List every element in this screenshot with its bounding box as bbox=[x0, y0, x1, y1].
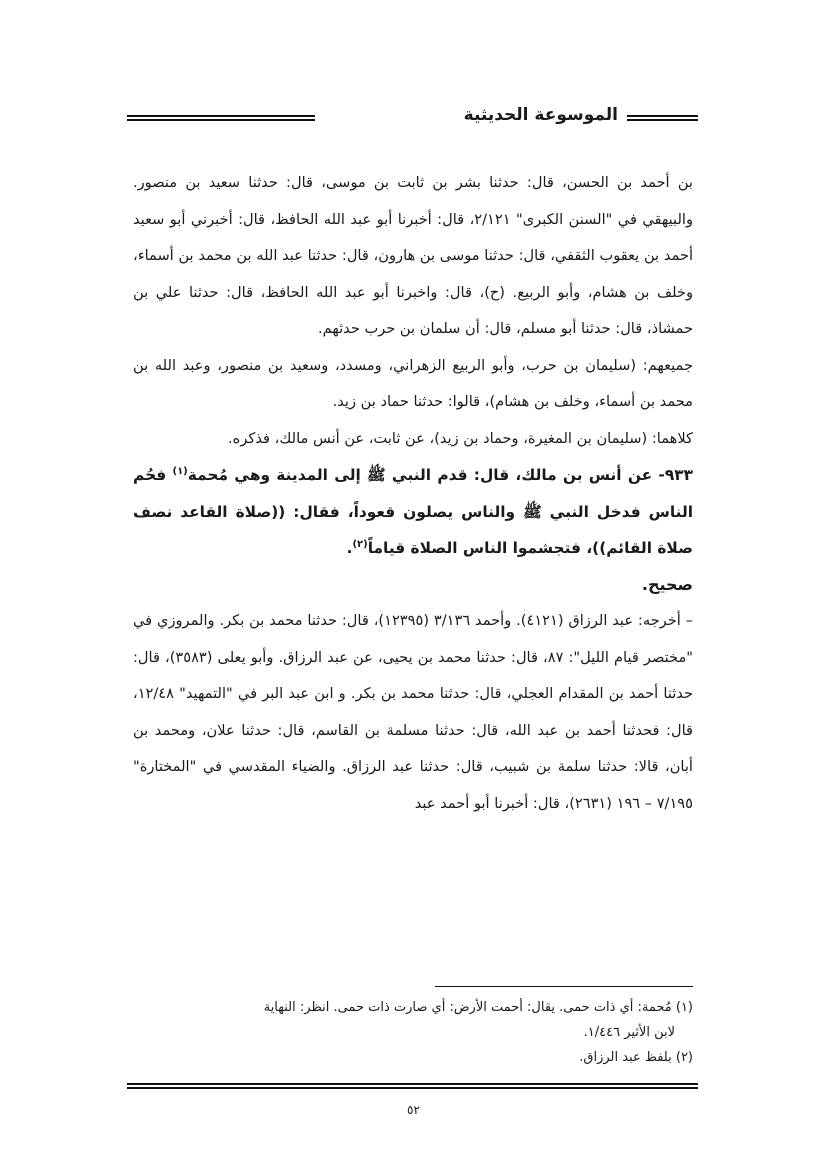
footnote-ref-1[interactable]: (١) bbox=[172, 465, 188, 477]
hadith-grade: صحيح. bbox=[641, 574, 693, 594]
paragraph-takhrij: – أخرجه: عبد الرزاق (٤١٢١). وأحمد ٣/١٣٦ (١٢٣٩٥)، قال: حدثنا محمد بن بكر. والمروزي في "مختصر قيام الليل": ٨٧، قال: حدثنا محمد بن يحيى، عن عبد الرزاق. وأبو يعلى (٣٥٨٣)، قال: حدثنا أحمد بن المقدام العجلي، قال: حدثنا محمد بن بكر. و ابن عبد البر في "التمهيد" ١٢/٤٨، قال: فحدثنا أحمد بن عبد الله، قال: حدثنا مسلمة بن القاسم، قال: حدثنا علان، ومحمد بن أبان، قالا: حدثنا سلمة بن شبيب، قال: حدثنا عبد الرزاق. والضياء المقدسي في "المختارة" ٧/١٩٥ – ١٩٦ (٢٦٣١)، قال: أخبرنا أبو أحمد عبد bbox=[133, 612, 693, 812]
hadith-text-part-2: فحُم الناس فدخل النبي ﷺ والناس يصلون قعوداً، فقال: ((صلاة القاعد نصف صلاة القائم))، فتجشموا الناس الصلاة قياماً bbox=[133, 466, 693, 557]
footnote-ref-2[interactable]: (٢) bbox=[352, 538, 368, 550]
paragraph-chain-3: كلاهما: (سليمان بن المغيرة، وحماد بن زيد)، عن ثابت، عن أنس مالك، فذكره. bbox=[228, 429, 693, 447]
footnote-2: (٢) بلفظ عبد الرزاق. bbox=[579, 1050, 693, 1065]
footnote-1: (١) مُحمة: أي ذات حمى. يقال: أحمت الأرض: أي صارت ذات حمى. انظر: النهاية bbox=[263, 1000, 693, 1015]
running-header bbox=[127, 105, 698, 135]
header-rule-left bbox=[127, 115, 315, 121]
main-text bbox=[133, 165, 693, 822]
hadith-text bbox=[133, 457, 693, 567]
footnotes bbox=[133, 995, 693, 1070]
footnote-1-continued: لابن الأثير ١/٤٤٦. bbox=[583, 1025, 675, 1040]
paragraph-chain-2: جميعهم: (سليمان بن حرب، وأبو الربيع الزهراني، ومسدد، وسعيد بن منصور، وعبد الله بن محمد بن أسماء، وخلف بن هشام)، قالوا: حدثنا حماد بن زيد. bbox=[133, 356, 693, 410]
page-number: ٥٢ bbox=[407, 1103, 420, 1117]
bottom-rule bbox=[127, 1083, 698, 1089]
footnote-separator bbox=[435, 986, 693, 987]
header-rule-right bbox=[627, 115, 698, 121]
header-title: الموسوعة الحديثية bbox=[463, 105, 618, 125]
hadith-text-part-1: ٩٣٣- عن أنس بن مالك، قال: قدم النبي ﷺ إلى المدينة وهي مُحمة bbox=[187, 466, 693, 484]
paragraph-chain-1: بن أحمد بن الحسن، قال: حدثنا بشر بن ثابت بن موسى، قال: حدثنا سعيد بن منصور. والبيهقي في "السنن الكبرى" ٢/١٢١، قال: أخبرنا أبو عبد الله الحافظ، قال: أخبرني أبو سعيد أحمد بن يعقوب الثقفي، قال: حدثنا موسى بن هارون، قال: حدثنا عبد الله بن محمد بن أسماء، وخلف بن هشام، وأبو الربيع. (ح)، قال: واخبرنا أبو عبد الله الحافظ، قال: حدثنا علي بن حمشاذ، قال: حدثنا أبو مسلم، قال: أن سلمان بن حرب حدثهم. bbox=[133, 174, 693, 337]
hadith-text-end: . bbox=[346, 539, 353, 557]
